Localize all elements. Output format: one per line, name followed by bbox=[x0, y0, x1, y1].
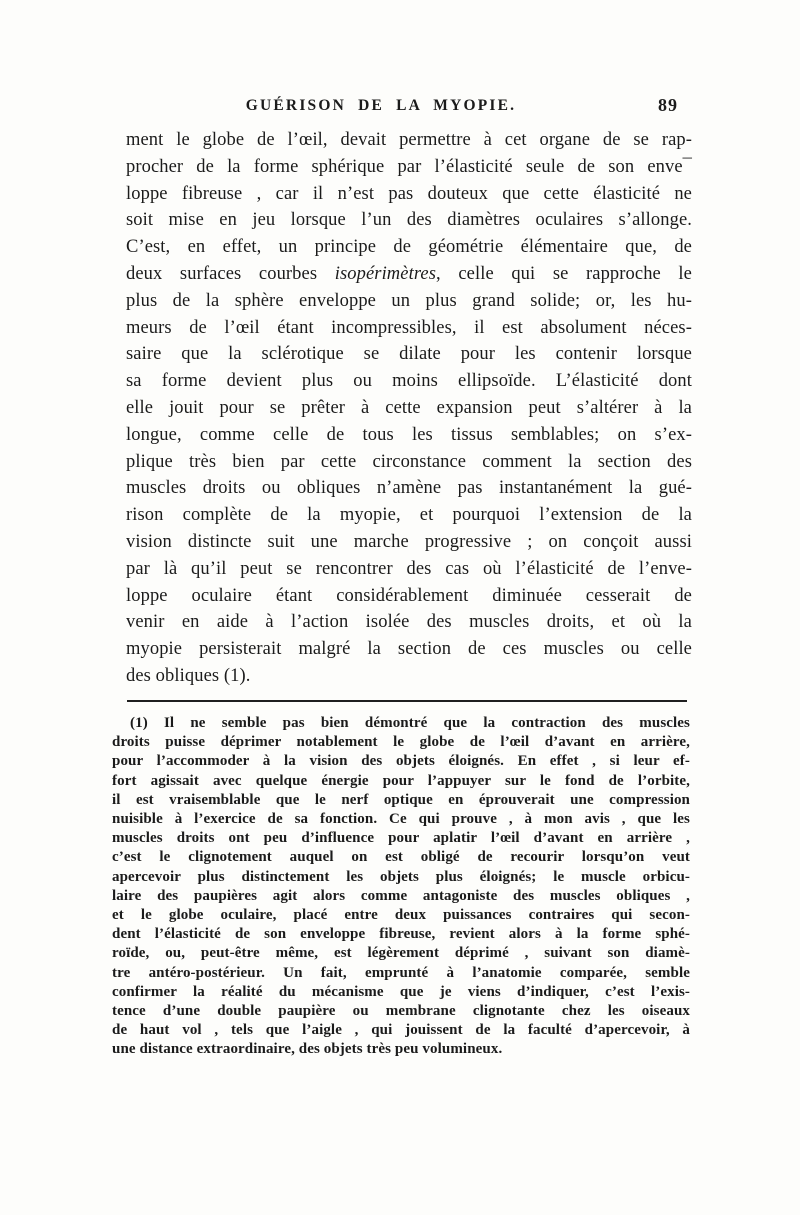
text-line: nuisible à l’exercice de sa fonction. Ce qui prouve , à mon avis , que les bbox=[112, 811, 690, 828]
text-line: des obliques (1). bbox=[126, 665, 251, 686]
text-line: sa forme devient plus ou moins ellipsoïde. L’élasticité dont bbox=[126, 371, 692, 392]
text-line: une distance extraordinaire, des objets très peu volumineux. bbox=[112, 1041, 503, 1058]
text-line: dent l’élasticité de son enveloppe fibreuse, revient alors à la forme sphé- bbox=[112, 926, 690, 943]
text-line: loppe fibreuse , car il n’est pas douteux que cette élasticité ne bbox=[126, 183, 692, 204]
body-paragraph bbox=[126, 127, 692, 690]
text-line: meurs de l’œil étant incompressibles, il est absolument néces- bbox=[126, 317, 692, 338]
text-line: et le globe oculaire, placé entre deux puissances contraires qui secon- bbox=[112, 907, 690, 924]
text-line: tre antéro-postérieur. Un fait, emprunté à l’anatomie comparée, semble bbox=[112, 964, 690, 981]
text-line: plus de la sphère enveloppe un plus grand solide; or, les hu- bbox=[126, 290, 692, 311]
text-line: par là qu’il peut se rencontrer des cas où l’élasticité de l’enve- bbox=[126, 558, 692, 579]
footnote-block bbox=[112, 714, 690, 1060]
text-line: (1) Il ne semble pas bien démontré que la contraction des muscles bbox=[130, 715, 690, 731]
text-line: laire des paupières agit alors comme antagoniste des muscles obliques , bbox=[112, 887, 690, 904]
text-line: roïde, ou, peut-être même, est légèrement déprimé , suivant son diamè- bbox=[112, 945, 690, 962]
text-line: pour l’accommoder à la vision des objets éloignés. En effet , si leur ef- bbox=[112, 753, 690, 770]
text-line: deux surfaces courbes isopérimètres, celle qui se rapproche le bbox=[126, 263, 692, 284]
page-header bbox=[126, 97, 692, 119]
text-line: C’est, en effet, un principe de géométrie élémentaire que, de bbox=[126, 237, 692, 258]
text-line: muscles droits ont peu d’influence pour aplatir l’œil d’avant en arrière , bbox=[112, 830, 690, 847]
text-line: rison complète de la myopie, et pourquoi l’extension de la bbox=[126, 505, 692, 526]
text-line: droits puisse déprimer notablement le globe de l’œil d’avant en arrière, bbox=[112, 734, 690, 751]
text-line: muscles droits ou obliques n’amène pas instantanément la gué- bbox=[126, 478, 692, 499]
text-line: ment le globe de l’œil, devait permettre à cet organe de se rap- bbox=[126, 130, 692, 150]
text-line: elle jouit pour se prêter à cette expansion peut s’altérer à la bbox=[126, 397, 692, 418]
page-number: 89 bbox=[658, 95, 678, 115]
text-line: de haut vol , tels que l’aigle , qui jouissent de la faculté d’apercevoir, à bbox=[112, 1022, 690, 1039]
text-line: longue, comme celle de tous les tissus semblables; on s’ex- bbox=[126, 424, 692, 445]
text-line: tence d’une double paupière ou membrane clignotante chez les oiseaux bbox=[112, 1003, 690, 1020]
text-line: il est vraisemblable que le nerf optique en éprouverait une compression bbox=[112, 791, 690, 808]
text-line: confirmer la réalité du mécanisme que je viens d’indiquer, c’est l’exis- bbox=[112, 983, 690, 1000]
text-line: myopie persisterait malgré la section de ces muscles ou celle bbox=[126, 639, 692, 660]
text-line: loppe oculaire étant considérablement diminuée cesserait de bbox=[126, 585, 692, 606]
text-line: fort agissait avec quelque énergie pour l’appuyer sur le fond de l’orbite, bbox=[112, 772, 690, 789]
text-line: plique très bien par cette circonstance comment la section des bbox=[126, 451, 692, 472]
footnote-separator-rule bbox=[127, 700, 687, 702]
running-head-title: GUÉRISON DE LA MYOPIE. bbox=[245, 97, 517, 114]
text-line: venir en aide à l’action isolée des muscles droits, et où la bbox=[126, 612, 692, 633]
text-line: procher de la forme sphérique par l’élasticité seule de son enve¯ bbox=[126, 156, 692, 177]
text-line: vision distincte suit une marche progressive ; on conçoit aussi bbox=[126, 531, 692, 552]
text-line: soit mise en jeu lorsque l’un des diamètres oculaires s’allonge. bbox=[126, 210, 692, 231]
text-line: saire que la sclérotique se dilate pour les contenir lorsque bbox=[126, 344, 692, 365]
text-line: apercevoir plus distinctement les objets plus éloignés; le muscle orbicu- bbox=[112, 868, 690, 885]
text-line: c’est le clignotement auquel on est obligé de recourir lorsqu’on veut bbox=[112, 849, 690, 866]
